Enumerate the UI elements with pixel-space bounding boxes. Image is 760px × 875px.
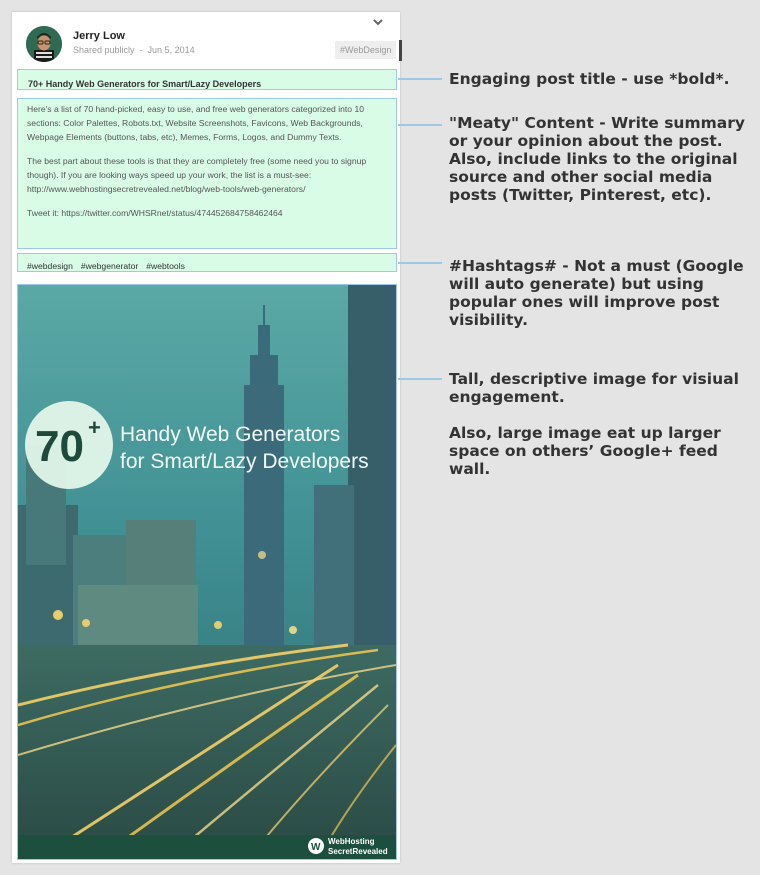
annotation-image: [449, 370, 749, 478]
hashtag-link[interactable]: #webdesign: [27, 261, 73, 271]
annotation-hashtags-text: #Hashtags# - Not a must (Google will auto generate) but using popular ones will improve post visibility.: [449, 257, 744, 329]
connector-content: [398, 124, 442, 126]
visibility-label: Shared publicly: [73, 45, 135, 55]
image-headline-line2: for Smart/Lazy Developers: [120, 450, 369, 473]
logo-line2: SecretRevealed: [328, 847, 388, 856]
annotation-title-text: Engaging post title - use *bold*.: [449, 70, 730, 88]
post-meta: Shared publicly - Jun 5, 2014: [73, 45, 195, 55]
badge-plus: +: [88, 415, 101, 440]
annotation-image-text-1: Tall, descriptive image for visiual engagement.: [449, 370, 739, 406]
post-paragraph: The best part about these tools is that they are completely free (some need you to signup though). If you are looking ways speed up your work, the list is a must-see: http://www.webhostingsecretrevealed.net/blog/web-tools/web-generators/: [27, 156, 367, 194]
hashtags-highlight: [17, 253, 397, 272]
annotation-hashtags: [449, 257, 749, 329]
scroll-marker: [399, 40, 402, 61]
post-date[interactable]: Jun 5, 2014: [147, 45, 195, 55]
author-avatar[interactable]: [26, 26, 62, 62]
hashtag-link[interactable]: #webgenerator: [80, 261, 139, 271]
connector-image: [398, 378, 442, 380]
connector-hashtags: [398, 262, 442, 264]
connector-title: [398, 78, 442, 80]
logo-letter: W: [311, 842, 321, 853]
post-paragraph: Tweet it: https://twitter.com/WHSRnet/status/474452684758462464: [27, 208, 283, 218]
post-image[interactable]: [17, 284, 397, 860]
image-headline-line1: Handy Web Generators: [120, 423, 341, 446]
logo-line1: WebHosting: [328, 837, 375, 846]
post-title-highlight: [17, 69, 397, 90]
annotation-content-text: "Meaty" Content - Write summary or your opinion about the post. Also, include links to the original source and other social media posts (Twitter, Pinterest, etc).: [449, 114, 745, 204]
post-paragraph: Here's a list of 70 hand-picked, easy to use, and free web generators categorized into 10 sections: Color Palettes, Robots.txt, Website Screenshots, Favicons, Web Backgrounds, Webpage Elements (buttons, tabs, etc), Memes, Forms, Logos, and Dummy Texts.: [27, 104, 364, 142]
author-name[interactable]: Jerry Low: [73, 30, 125, 42]
badge-number: 70: [35, 422, 84, 471]
annotation-content: [449, 114, 749, 204]
chevron-down-icon[interactable]: [373, 16, 383, 30]
post-title: 70+ Handy Web Generators for Smart/Lazy Developers: [28, 79, 262, 89]
annotation-image-text-2: Also, large image eat up larger space on others’ Google+ feed wall.: [449, 424, 721, 478]
category-tag-button[interactable]: #WebDesign: [335, 41, 396, 59]
annotation-title: [449, 70, 749, 88]
post-content-highlight: [17, 98, 397, 249]
hashtag-link[interactable]: #webtools: [146, 261, 185, 271]
